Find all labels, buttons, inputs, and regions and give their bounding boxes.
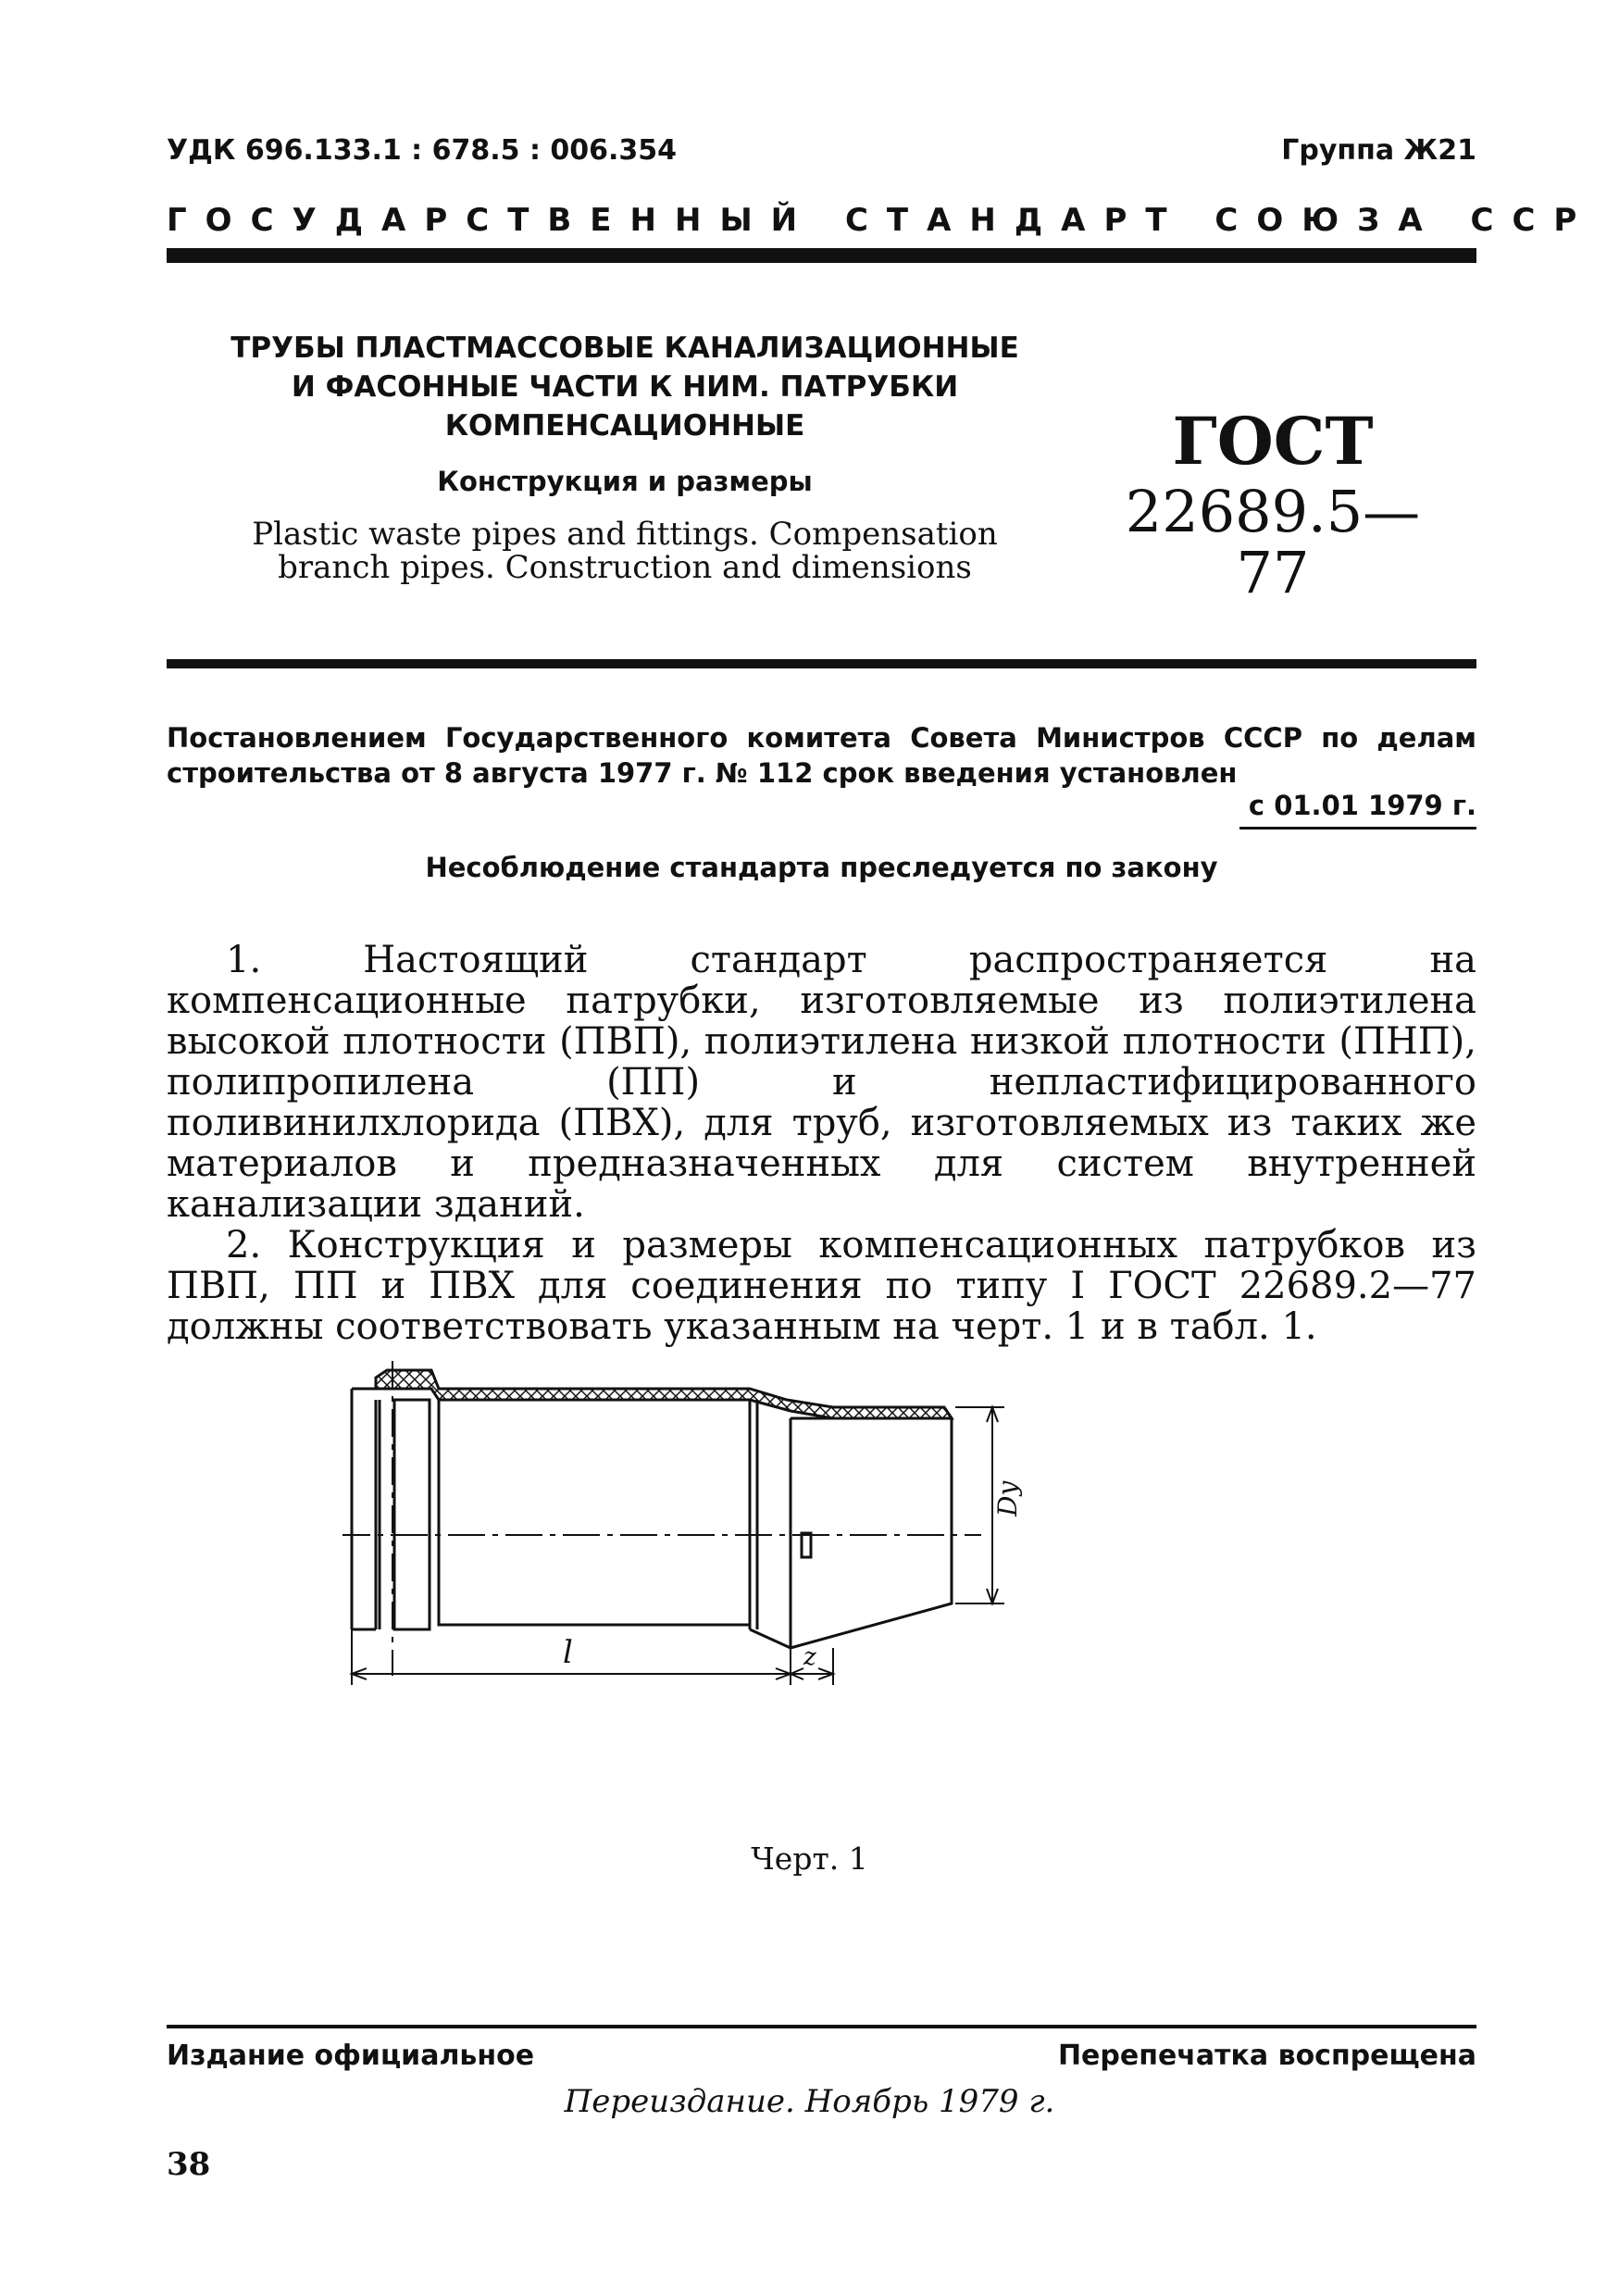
udk-code: УДК 696.133.1 : 678.5 : 006.354 bbox=[167, 134, 678, 167]
gost-number: 22689.5—77 bbox=[1125, 478, 1421, 606]
document-title-block bbox=[185, 329, 1065, 584]
gost-label: ГОСТ bbox=[1172, 403, 1374, 480]
pipe-wall-section bbox=[376, 1370, 952, 1418]
footer-rule bbox=[167, 2025, 1476, 2028]
title-line-3: КОМПЕНСАЦИОННЫЕ bbox=[444, 409, 805, 443]
reissue-note: Переиздание. Ноябрь 1979 г. bbox=[564, 2083, 1055, 2120]
decree-effective-date: с 01.01 1979 г. bbox=[1239, 790, 1476, 830]
title-line-2: И ФАСОННЫЕ ЧАСТИ К НИМ. ПАТРУБКИ bbox=[291, 370, 959, 404]
english-title-line-2: branch pipes. Construction and dimensions bbox=[278, 549, 972, 586]
title-rule bbox=[167, 659, 1476, 668]
reprint-prohibited: Перепечатка воспрещена bbox=[1057, 2040, 1476, 2072]
decree-text: Постановлением Государственного комитета Совета Министров СССР по делам строительства от 8 августа 1977 г. № 112 срок введения установлен bbox=[167, 722, 1476, 789]
english-title-line-1: Plastic waste pipes and fittings. Compensation bbox=[252, 516, 998, 553]
document-subtitle: Конструкция и размеры bbox=[437, 466, 813, 497]
paragraph-1: 1. Настоящий стандарт распространяется на компенсационные патрубки, изготовляемые из полиэтилена высокой плотности (ПВП), полиэтилена низкой плотности (ПНП), полипропилена (ПП) и непластифицированного поливинилхлорида (ПВХ), для труб, изготовляемых из таких же материалов и предназначенных для систем внутренней канализации зданий. bbox=[167, 939, 1476, 1226]
edition-official: Издание официальное bbox=[167, 2040, 535, 2072]
page-number: 38 bbox=[167, 2146, 211, 2183]
stop-mark bbox=[802, 1533, 811, 1557]
dimension-label-l: l bbox=[563, 1634, 573, 1671]
compensation-pipe-drawing bbox=[342, 1352, 1305, 1796]
dimension-label-z: z bbox=[803, 1643, 816, 1671]
pipe-outer-contour bbox=[352, 1389, 376, 1629]
pipe-body bbox=[439, 1400, 750, 1625]
group-code: Группа Ж21 bbox=[1281, 134, 1476, 167]
figure-caption: Черт. 1 bbox=[751, 1841, 868, 1877]
non-observance-notice: Несоблюдение стандарта преследуется по закону bbox=[425, 852, 1218, 883]
state-standard-heading: ГОСУДАРСТВЕННЫЙ СТАНДАРТ СОЮЗА ССР bbox=[167, 202, 1596, 239]
socket-flange bbox=[376, 1400, 380, 1629]
header-rule bbox=[167, 248, 1476, 263]
title-line-1: ТРУБЫ ПЛАСТМАССОВЫЕ КАНАЛИЗАЦИОННЫЕ bbox=[230, 331, 1019, 365]
body-text bbox=[167, 940, 1476, 1347]
paragraph-2: 2. Конструкция и размеры компенсационных патрубков из ПВП, ПП и ПВХ для соединения по типу I ГОСТ 22689.2—77 должны соответствовать указанным на черт. 1 и в табл. 1. bbox=[167, 1224, 1476, 1348]
english-title bbox=[185, 518, 1065, 584]
dimension-label-dy: Dy bbox=[992, 1480, 1023, 1516]
seal-ring bbox=[394, 1400, 430, 1629]
spigot bbox=[791, 1418, 952, 1648]
pipe-transition bbox=[750, 1400, 791, 1648]
